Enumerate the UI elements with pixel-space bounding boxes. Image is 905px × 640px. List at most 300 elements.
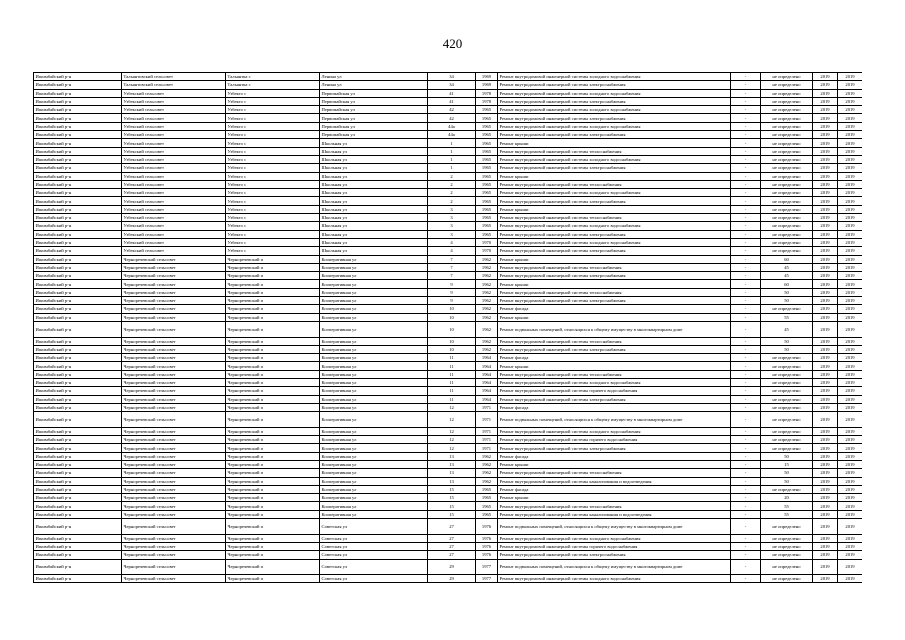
cost-cell: не определено xyxy=(761,189,813,197)
council-cell: Узбекский сельсовет xyxy=(122,247,226,255)
build-year-cell: 1962 xyxy=(476,297,498,305)
council-cell: Черноречевский сельсовет xyxy=(122,412,226,428)
work-type-cell: Ремонт подвальных помещений, относящихся к общему имуществу в многоквартирном доме xyxy=(498,412,731,428)
dash-cell: - xyxy=(731,337,761,345)
start-year-cell: 2019 xyxy=(813,180,838,188)
dash-cell: - xyxy=(731,477,761,485)
settlement-cell: Черноречевский п xyxy=(226,387,320,395)
dash-cell: - xyxy=(731,155,761,163)
dash-cell: - xyxy=(731,485,761,493)
district-cell: Ишимбайский р-н xyxy=(34,297,122,305)
cost-cell: не определено xyxy=(761,247,813,255)
cost-cell: 50 xyxy=(761,477,813,485)
house-number-cell: 12 xyxy=(428,427,476,435)
table-row xyxy=(34,510,863,518)
end-year-cell: 2019 xyxy=(838,510,863,518)
start-year-cell: 2019 xyxy=(813,427,838,435)
cost-cell: не определено xyxy=(761,395,813,403)
street-cell: Школьная ул xyxy=(320,155,428,163)
street-cell: Кооперативная ул xyxy=(320,370,428,378)
build-year-cell: 1962 xyxy=(476,263,498,271)
settlement-cell: Черноречевский п xyxy=(226,395,320,403)
table-row xyxy=(34,321,863,337)
table-row xyxy=(34,288,863,296)
work-type-cell: Ремонт внутридомовой инженерной системы холодного водоснабжения xyxy=(498,427,731,435)
table-row xyxy=(34,444,863,452)
district-cell: Ишимбайский р-н xyxy=(34,387,122,395)
start-year-cell: 2019 xyxy=(813,247,838,255)
street-cell: Кооперативная ул xyxy=(320,378,428,386)
district-cell: Ишимбайский р-н xyxy=(34,427,122,435)
house-number-cell: 1 xyxy=(428,147,476,155)
work-type-cell: Ремонт внутридомовой инженерной системы электроснабжения xyxy=(498,197,731,205)
end-year-cell: 2019 xyxy=(838,452,863,460)
table-row xyxy=(34,313,863,321)
end-year-cell: 2019 xyxy=(838,502,863,510)
table-row xyxy=(34,131,863,139)
district-cell: Ишимбайский р-н xyxy=(34,280,122,288)
district-cell: Ишимбайский р-н xyxy=(34,321,122,337)
build-year-cell: 1970 xyxy=(476,238,498,246)
council-cell: Узбекский сельсовет xyxy=(122,155,226,163)
council-cell: Узбекский сельсовет xyxy=(122,238,226,246)
street-cell: Школьная ул xyxy=(320,197,428,205)
settlement-cell: Черноречевский п xyxy=(226,534,320,542)
house-number-cell: 13 xyxy=(428,469,476,477)
settlement-cell: Черноречевский п xyxy=(226,313,320,321)
council-cell: Черноречевский сельсовет xyxy=(122,280,226,288)
build-year-cell: 1971 xyxy=(476,436,498,444)
end-year-cell: 2019 xyxy=(838,180,863,188)
council-cell: Черноречевский сельсовет xyxy=(122,485,226,493)
work-type-cell: Ремонт внутридомовой инженерной системы электроснабжения xyxy=(498,345,731,353)
build-year-cell: 1976 xyxy=(476,551,498,559)
work-type-cell: Ремонт внутридомовой инженерной системы электроснабжения xyxy=(498,81,731,89)
council-cell: Черноречевский сельсовет xyxy=(122,469,226,477)
street-cell: Советская ул xyxy=(320,575,428,583)
street-cell: Кооперативная ул xyxy=(320,255,428,263)
council-cell: Черноречевский сельсовет xyxy=(122,559,226,575)
cost-cell: 50 xyxy=(761,469,813,477)
district-cell: Ишимбайский р-н xyxy=(34,362,122,370)
build-year-cell: 1965 xyxy=(476,510,498,518)
work-type-cell: Ремонт внутридомовой инженерной системы горячего водоснабжения xyxy=(498,542,731,550)
settlement-cell: Узбекто с xyxy=(226,247,320,255)
end-year-cell: 2019 xyxy=(838,321,863,337)
street-cell: Первомайская ул xyxy=(320,97,428,105)
dash-cell: - xyxy=(731,452,761,460)
street-cell: Кооперативная ул xyxy=(320,288,428,296)
dash-cell: - xyxy=(731,494,761,502)
dash-cell: - xyxy=(731,197,761,205)
end-year-cell: 2019 xyxy=(838,172,863,180)
dash-cell: - xyxy=(731,180,761,188)
end-year-cell: 2019 xyxy=(838,73,863,81)
start-year-cell: 2019 xyxy=(813,272,838,280)
end-year-cell: 2019 xyxy=(838,575,863,583)
cost-cell: не определено xyxy=(761,114,813,122)
end-year-cell: 2019 xyxy=(838,139,863,147)
dash-cell: - xyxy=(731,164,761,172)
settlement-cell: Черноречевский п xyxy=(226,510,320,518)
start-year-cell: 2019 xyxy=(813,370,838,378)
council-cell: Черноречевский сельсовет xyxy=(122,297,226,305)
work-type-cell: Ремонт подвальных помещений, относящихся к общему имуществу в многоквартирном доме xyxy=(498,559,731,575)
cost-cell: не определено xyxy=(761,519,813,535)
table-row xyxy=(34,147,863,155)
end-year-cell: 2019 xyxy=(838,412,863,428)
street-cell: Кооперативная ул xyxy=(320,337,428,345)
end-year-cell: 2019 xyxy=(838,460,863,468)
settlement-cell: Черноречевский п xyxy=(226,559,320,575)
council-cell: Черноречевский сельсовет xyxy=(122,354,226,362)
street-cell: Кооперативная ул xyxy=(320,297,428,305)
cost-cell: 60 xyxy=(761,255,813,263)
district-cell: Ишимбайский р-н xyxy=(34,395,122,403)
start-year-cell: 2019 xyxy=(813,519,838,535)
settlement-cell: Черноречевский п xyxy=(226,551,320,559)
table-row xyxy=(34,305,863,313)
dash-cell: - xyxy=(731,378,761,386)
house-number-cell: 42 xyxy=(428,114,476,122)
street-cell: Кооперативная ул xyxy=(320,263,428,271)
table-row xyxy=(34,73,863,81)
cost-cell: 50 xyxy=(761,452,813,460)
end-year-cell: 2019 xyxy=(838,263,863,271)
cost-cell: не определено xyxy=(761,164,813,172)
dash-cell: - xyxy=(731,238,761,246)
cost-cell: не определено xyxy=(761,238,813,246)
dash-cell: - xyxy=(731,189,761,197)
cost-cell: не определено xyxy=(761,370,813,378)
start-year-cell: 2019 xyxy=(813,337,838,345)
work-type-cell: Ремонт внутридомовой инженерной системы канализования и водоотведения xyxy=(498,477,731,485)
settlement-cell: Узбекто с xyxy=(226,189,320,197)
council-cell: Черноречевский сельсовет xyxy=(122,427,226,435)
settlement-cell: Узбекто с xyxy=(226,131,320,139)
house-number-cell: 10 xyxy=(428,313,476,321)
settlement-cell: Узбекто с xyxy=(226,205,320,213)
district-cell: Ишимбайский р-н xyxy=(34,510,122,518)
street-cell: Кооперативная ул xyxy=(320,354,428,362)
build-year-cell: 1971 xyxy=(476,444,498,452)
cost-cell: не определено xyxy=(761,122,813,130)
dash-cell: - xyxy=(731,313,761,321)
end-year-cell: 2019 xyxy=(838,89,863,97)
council-cell: Черноречевский сельсовет xyxy=(122,288,226,296)
district-cell: Ишимбайский р-н xyxy=(34,378,122,386)
end-year-cell: 2019 xyxy=(838,444,863,452)
street-cell: Кооперативная ул xyxy=(320,412,428,428)
settlement-cell: Черноречевский п xyxy=(226,288,320,296)
build-year-cell: 1962 xyxy=(476,345,498,353)
house-number-cell: 3 xyxy=(428,222,476,230)
dash-cell: - xyxy=(731,139,761,147)
work-type-cell: Ремонт фасада xyxy=(498,403,731,411)
settlement-cell: Узбекто с xyxy=(226,214,320,222)
settlement-cell: Черноречевский п xyxy=(226,485,320,493)
council-cell: Черноречевский сельсовет xyxy=(122,395,226,403)
table-row xyxy=(34,214,863,222)
street-cell: Первомайская ул xyxy=(320,106,428,114)
work-type-cell: Ремонт внутридомовой инженерной системы холодного водоснабжения xyxy=(498,89,731,97)
table-row xyxy=(34,122,863,130)
build-year-cell: 1977 xyxy=(476,559,498,575)
house-number-cell: 11 xyxy=(428,395,476,403)
cost-cell: не определено xyxy=(761,412,813,428)
build-year-cell: 1965 xyxy=(476,122,498,130)
start-year-cell: 2019 xyxy=(813,575,838,583)
dash-cell: - xyxy=(731,412,761,428)
street-cell: Школьная ул xyxy=(320,238,428,246)
work-type-cell: Ремонт крыши xyxy=(498,172,731,180)
table-row xyxy=(34,172,863,180)
street-cell: Кооперативная ул xyxy=(320,272,428,280)
council-cell: Черноречевский сельсовет xyxy=(122,460,226,468)
dash-cell: - xyxy=(731,403,761,411)
council-cell: Узбекский сельсовет xyxy=(122,180,226,188)
house-number-cell: 13 xyxy=(428,477,476,485)
house-number-cell: 7 xyxy=(428,272,476,280)
end-year-cell: 2019 xyxy=(838,247,863,255)
house-number-cell: 34 xyxy=(428,81,476,89)
house-number-cell: 41 xyxy=(428,89,476,97)
house-number-cell: 44а xyxy=(428,122,476,130)
start-year-cell: 2019 xyxy=(813,147,838,155)
table-row xyxy=(34,469,863,477)
house-number-cell: 9 xyxy=(428,297,476,305)
settlement-cell: Узбекто с xyxy=(226,197,320,205)
district-cell: Ишимбайский р-н xyxy=(34,106,122,114)
build-year-cell: 1978 xyxy=(476,97,498,105)
cost-cell: не определено xyxy=(761,139,813,147)
table-row xyxy=(34,89,863,97)
end-year-cell: 2019 xyxy=(838,222,863,230)
end-year-cell: 2019 xyxy=(838,559,863,575)
street-cell: Кооперативная ул xyxy=(320,477,428,485)
settlement-cell: Тальянтка с xyxy=(226,73,320,81)
end-year-cell: 2019 xyxy=(838,345,863,353)
start-year-cell: 2019 xyxy=(813,477,838,485)
start-year-cell: 2019 xyxy=(813,214,838,222)
district-cell: Ишимбайский р-н xyxy=(34,370,122,378)
settlement-cell: Черноречевский п xyxy=(226,403,320,411)
house-number-cell: 15 xyxy=(428,485,476,493)
council-cell: Узбекский сельсовет xyxy=(122,172,226,180)
build-year-cell: 1965 xyxy=(476,485,498,493)
district-cell: Ишимбайский р-н xyxy=(34,189,122,197)
district-cell: Ишимбайский р-н xyxy=(34,247,122,255)
work-type-cell: Ремонт фасада xyxy=(498,305,731,313)
cost-cell: не определено xyxy=(761,89,813,97)
work-type-cell: Ремонт внутридомовой инженерной системы электроснабжения xyxy=(498,131,731,139)
cost-cell: 50 xyxy=(761,288,813,296)
start-year-cell: 2019 xyxy=(813,288,838,296)
house-number-cell: 7 xyxy=(428,263,476,271)
dash-cell: - xyxy=(731,147,761,155)
build-year-cell: 1962 xyxy=(476,305,498,313)
street-cell: Школьная ул xyxy=(320,180,428,188)
council-cell: Черноречевский сельсовет xyxy=(122,403,226,411)
end-year-cell: 2019 xyxy=(838,255,863,263)
house-number-cell: 11 xyxy=(428,354,476,362)
street-cell: Кооперативная ул xyxy=(320,494,428,502)
council-cell: Узбекский сельсовет xyxy=(122,205,226,213)
district-cell: Ишимбайский р-н xyxy=(34,172,122,180)
council-cell: Узбекский сельсовет xyxy=(122,214,226,222)
work-type-cell: Ремонт внутридомовой инженерной системы горячего водоснабжения xyxy=(498,436,731,444)
cost-cell: не определено xyxy=(761,155,813,163)
settlement-cell: Черноречевский п xyxy=(226,263,320,271)
end-year-cell: 2019 xyxy=(838,395,863,403)
street-cell: Кооперативная ул xyxy=(320,362,428,370)
start-year-cell: 2019 xyxy=(813,362,838,370)
work-type-cell: Ремонт подвальных помещений, относящихся к общему имуществу в многоквартирном доме xyxy=(498,321,731,337)
district-cell: Ишимбайский р-н xyxy=(34,519,122,535)
build-year-cell: 1964 xyxy=(476,362,498,370)
end-year-cell: 2019 xyxy=(838,387,863,395)
cost-cell: 55 xyxy=(761,313,813,321)
settlement-cell: Черноречевский п xyxy=(226,272,320,280)
end-year-cell: 2019 xyxy=(838,534,863,542)
district-cell: Ишимбайский р-н xyxy=(34,313,122,321)
dash-cell: - xyxy=(731,280,761,288)
settlement-cell: Черноречевский п xyxy=(226,280,320,288)
dash-cell: - xyxy=(731,321,761,337)
house-number-cell: 3 xyxy=(428,230,476,238)
council-cell: Узбекский сельсовет xyxy=(122,164,226,172)
table-row xyxy=(34,378,863,386)
cost-cell: 45 xyxy=(761,263,813,271)
settlement-cell: Черноречевский п xyxy=(226,345,320,353)
end-year-cell: 2019 xyxy=(838,551,863,559)
dash-cell: - xyxy=(731,387,761,395)
build-year-cell: 1978 xyxy=(476,89,498,97)
dash-cell: - xyxy=(731,272,761,280)
council-cell: Черноречевский сельсовет xyxy=(122,362,226,370)
work-type-cell: Ремонт внутридомовой инженерной системы электроснабжения xyxy=(498,97,731,105)
cost-cell: не определено xyxy=(761,427,813,435)
settlement-cell: Узбекто с xyxy=(226,139,320,147)
street-cell: Кооперативная ул xyxy=(320,280,428,288)
table-row xyxy=(34,230,863,238)
house-number-cell: 42 xyxy=(428,106,476,114)
work-type-cell: Ремонт внутридомовой инженерной системы теплоснабжения xyxy=(498,147,731,155)
cost-cell: не определено xyxy=(761,214,813,222)
street-cell: Школьная ул xyxy=(320,247,428,255)
district-cell: Ишимбайский р-н xyxy=(34,263,122,271)
start-year-cell: 2019 xyxy=(813,444,838,452)
start-year-cell: 2019 xyxy=(813,297,838,305)
end-year-cell: 2019 xyxy=(838,280,863,288)
start-year-cell: 2019 xyxy=(813,189,838,197)
house-number-cell: 44а xyxy=(428,131,476,139)
settlement-cell: Черноречевский п xyxy=(226,460,320,468)
start-year-cell: 2019 xyxy=(813,345,838,353)
cost-cell: 45 xyxy=(761,321,813,337)
dash-cell: - xyxy=(731,519,761,535)
end-year-cell: 2019 xyxy=(838,147,863,155)
work-type-cell: Ремонт внутридомовой инженерной системы холодного водоснабжения xyxy=(498,73,731,81)
start-year-cell: 2019 xyxy=(813,387,838,395)
table-row xyxy=(34,452,863,460)
build-year-cell: 1965 xyxy=(476,214,498,222)
house-number-cell: 27 xyxy=(428,534,476,542)
build-year-cell: 1962 xyxy=(476,321,498,337)
house-number-cell: 12 xyxy=(428,403,476,411)
house-number-cell: 3 xyxy=(428,214,476,222)
build-year-cell: 1962 xyxy=(476,313,498,321)
work-type-cell: Ремонт внутридомовой инженерной системы теплоснабжения xyxy=(498,214,731,222)
council-cell: Узбекский сельсовет xyxy=(122,147,226,155)
district-cell: Ишимбайский р-н xyxy=(34,345,122,353)
district-cell: Ишимбайский р-н xyxy=(34,412,122,428)
district-cell: Ишимбайский р-н xyxy=(34,494,122,502)
street-cell: Школьная ул xyxy=(320,172,428,180)
work-type-cell: Ремонт внутридомовой инженерной системы холодного водоснабжения xyxy=(498,575,731,583)
work-type-cell: Ремонт внутридомовой инженерной системы электроснабжения xyxy=(498,114,731,122)
settlement-cell: Узбекто с xyxy=(226,230,320,238)
table-row xyxy=(34,494,863,502)
district-cell: Ишимбайский р-н xyxy=(34,131,122,139)
build-year-cell: 1970 xyxy=(476,247,498,255)
table-row xyxy=(34,164,863,172)
start-year-cell: 2019 xyxy=(813,131,838,139)
end-year-cell: 2019 xyxy=(838,469,863,477)
work-type-cell: Ремонт внутридомовой инженерной системы холодного водоснабжения xyxy=(498,122,731,130)
dash-cell: - xyxy=(731,510,761,518)
work-type-cell: Ремонт крыши xyxy=(498,205,731,213)
street-cell: Школьная ул xyxy=(320,205,428,213)
street-cell: Советская ул xyxy=(320,559,428,575)
settlement-cell: Черноречевский п xyxy=(226,444,320,452)
cost-cell: не определено xyxy=(761,81,813,89)
table-row xyxy=(34,387,863,395)
district-cell: Ишимбайский р-н xyxy=(34,230,122,238)
district-cell: Ишимбайский р-н xyxy=(34,205,122,213)
build-year-cell: 1965 xyxy=(476,139,498,147)
build-year-cell: 1965 xyxy=(476,106,498,114)
council-cell: Черноречевский сельсовет xyxy=(122,263,226,271)
work-type-cell: Ремонт внутридомовой инженерной системы холодного водоснабжения xyxy=(498,222,731,230)
settlement-cell: Черноречевский п xyxy=(226,378,320,386)
start-year-cell: 2019 xyxy=(813,139,838,147)
cost-cell: не определено xyxy=(761,73,813,81)
council-cell: Узбекский сельсовет xyxy=(122,122,226,130)
start-year-cell: 2019 xyxy=(813,305,838,313)
start-year-cell: 2019 xyxy=(813,395,838,403)
dash-cell: - xyxy=(731,131,761,139)
start-year-cell: 2019 xyxy=(813,534,838,542)
dash-cell: - xyxy=(731,214,761,222)
dash-cell: - xyxy=(731,354,761,362)
dash-cell: - xyxy=(731,469,761,477)
street-cell: Кооперативная ул xyxy=(320,395,428,403)
build-year-cell: 1962 xyxy=(476,272,498,280)
settlement-cell: Черноречевский п xyxy=(226,575,320,583)
house-number-cell: 2 xyxy=(428,172,476,180)
dash-cell: - xyxy=(731,460,761,468)
table-row xyxy=(34,477,863,485)
street-cell: Кооперативная ул xyxy=(320,427,428,435)
cost-cell: не определено xyxy=(761,230,813,238)
district-cell: Ишимбайский р-н xyxy=(34,180,122,188)
dash-cell: - xyxy=(731,222,761,230)
council-cell: Тальянтовский сельсовет xyxy=(122,81,226,89)
street-cell: Ленина ул xyxy=(320,73,428,81)
district-cell: Ишимбайский р-н xyxy=(34,305,122,313)
start-year-cell: 2019 xyxy=(813,551,838,559)
